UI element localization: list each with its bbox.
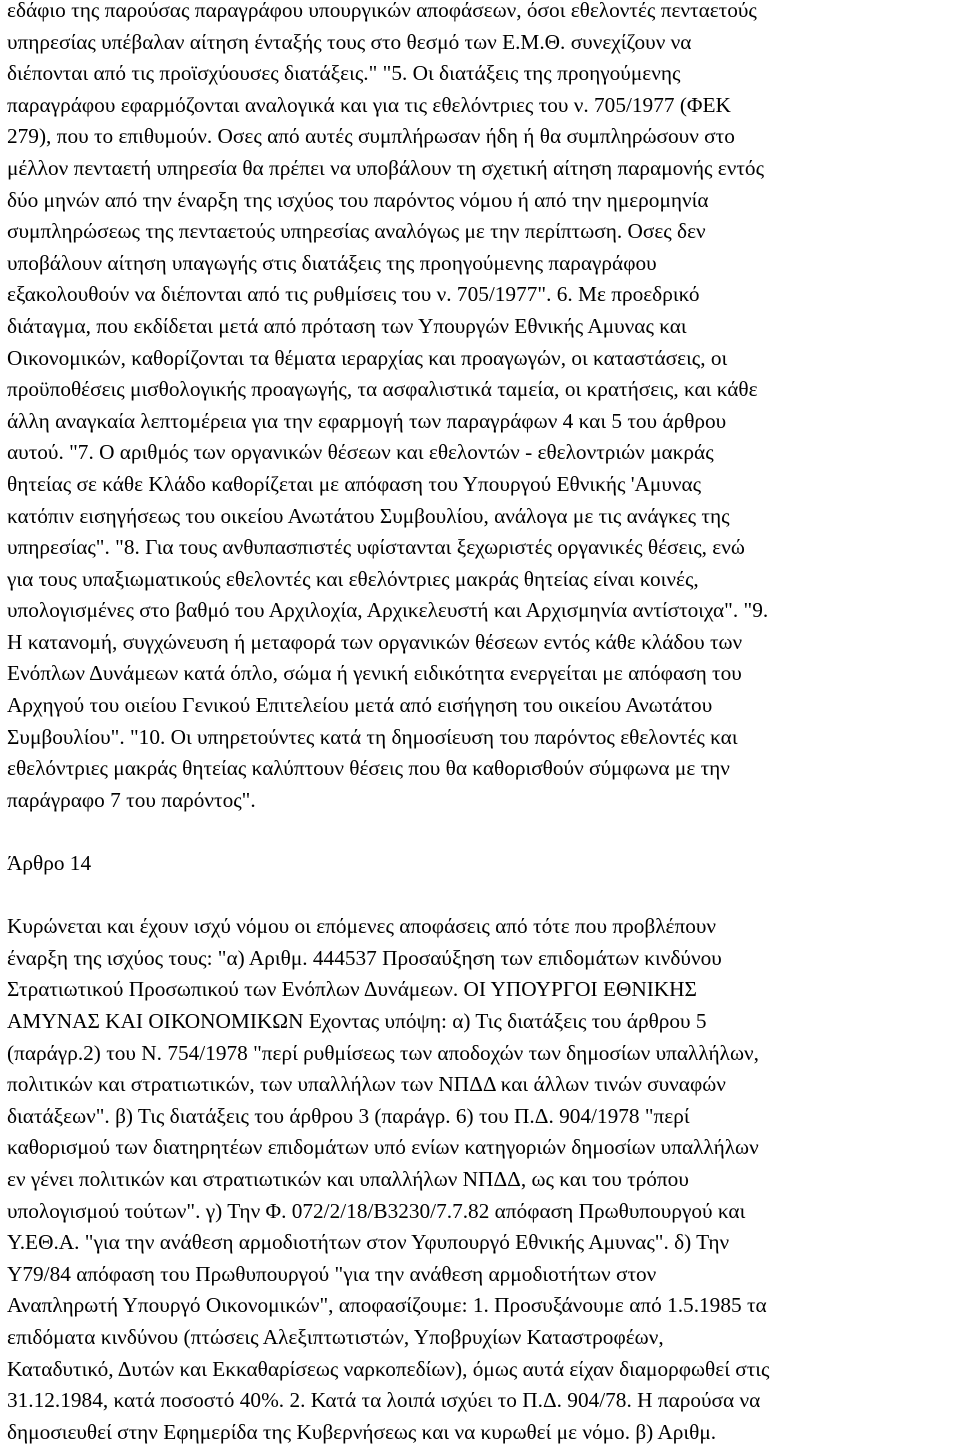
text-line: εθελόντριες μακράς θητείας καλύπτουν θέσεις που θα καθορισθούν σύμφωνα με την [7,756,730,781]
text-line: έναρξη της ισχύος τους: "α) Αριθμ. 444537 Προσαύξηση των επιδομάτων κινδύνου [7,945,722,970]
text-line: δύο μηνών από την έναρξη της ισχύος του παρόντος νόμου ή από την ημερομηνία [7,187,709,212]
text-line: Κυρώνεται και έχουν ισχύ νόμου οι επόμενες αποφάσεις από τότε που προβλέπουν [7,914,717,939]
text-line: διέπονται από τις προϊσχύουσες διατάξεις." "5. Οι διατάξεις της προηγούμενης [7,61,681,86]
article-heading [7,848,957,880]
text-line: παράγραφο 7 του παρόντος". [7,787,256,812]
text-line: 31.12.1984, κατά ποσοστό 40%. 2. Κατά τα λοιπά ισχύει το Π.Δ. 904/78. Η παρούσα να [7,1388,761,1413]
text-line: συμπληρώσεως της πενταετούς υπηρεσίας αναλόγως με την περίπτωση. Οσες δεν [7,219,706,244]
document-page [7,0,957,1448]
text-line: Υ79/84 απόφαση του Πρωθυπουργού "για την ανάθεση αρμοδιοτήτων στον [7,1261,657,1286]
text-line: Στρατιωτικού Προσωπικού των Ενόπλων Δυνάμεων. ΟΙ ΥΠΟΥΡΓΟΙ ΕΘΝΙΚΗΣ [7,977,697,1002]
paragraph-article-14 [7,911,957,1448]
text-line: 279), που το επιθυμούν. Οσες από αυτές συμπλήρωσαν ήδη ή θα συμπληρώσουν στο [7,124,735,149]
text-line: υπολογισμένες στο βαθμό του Αρχιλοχία, Αρχικελευστή και Αρχισμηνία αντίστοιχα". "9. [7,598,769,623]
text-line: Ενόπλων Δυνάμεων κατά όπλο, σώμα ή γενική ειδικότητα ενεργείται με απόφαση του [7,661,742,686]
text-line: παραγράφου εφαρμόζονται αναλογικά και για τις εθελόντριες του ν. 705/1977 (ΦΕΚ [7,92,731,117]
text-line: Υ.ΕΘ.Α. "για την ανάθεση αρμοδιοτήτων στον Υφυπουργό Εθνικής Αμυνας". δ) Την [7,1230,730,1255]
text-line: διατάξεων". β) Τις διατάξεις του άρθρου 3 (παράγρ. 6) του Π.Δ. 904/1978 "περί [7,1103,690,1128]
text-line: επιδόματα κινδύνου (πτώσεις Αλεξιπτωτιστών, Υποβρυχίων Καταστροφέων, [7,1324,664,1349]
paragraph-spacer [7,880,957,912]
paragraph-article-13-continuation [7,0,957,816]
text-line: αυτού. "7. Ο αριθμός των οργανικών θέσεων και εθελοντών - εθελοντριών μακράς [7,440,714,465]
text-line: Αναπληρωτή Υπουργό Οικονομικών", αποφασίζουμε: 1. Προσυξάνουμε από 1.5.1985 τα [7,1293,767,1318]
text-line: εξακολουθούν να διέπονται από τις ρυθμίσεις του ν. 705/1977". 6. Με προεδρικό [7,282,700,307]
text-line: υποβάλουν αίτηση υπαγωγής στις διατάξεις της προηγούμενης παραγράφου [7,250,657,275]
text-line: προϋποθέσεις μισθολογικής προαγωγής, τα ασφαλιστικά ταμεία, οι κρατήσεις, και κάθε [7,377,758,402]
text-line: δημοσιευθεί στην Εφημερίδα της Κυβερνήσεως και να κυρωθεί με νόμο. β) Αριθμ. [7,1419,717,1444]
text-line: Συμβουλίου". "10. Οι υπηρετούντες κατά τη δημοσίευση του παρόντος εθελοντές και [7,724,738,749]
text-line: εδάφιο της παρούσας παραγράφου υπουργικών αποφάσεων, όσοι εθελοντές πενταετούς [7,0,757,22]
text-line: καθορισμού των διατηρητέων επιδομάτων υπό ενίων κατηγοριών δημοσίων υπαλλήλων [7,1135,759,1160]
text-line: υπολογισμού τούτων". γ) Την Φ. 072/2/18/Β3230/7.7.82 απόφαση Πρωθυπουργού και [7,1198,746,1223]
text-line: υπηρεσίας". "8. Για τους ανθυπασπιστές υφίστανται ξεχωριστές οργανικές θέσεις, ενώ [7,535,745,560]
text-line: άλλη αναγκαία λεπτομέρεια για την εφαρμογή των παραγράφων 4 και 5 του άρθρου [7,408,727,433]
text-line: διάταγμα, που εκδίδεται μετά από πρόταση των Υπουργών Εθνικής Αμυνας και [7,313,687,338]
text-line: Αρχηγού του οιείου Γενικού Επιτελείου μετά από εισήγηση του οικείου Ανωτάτου [7,693,713,718]
text-line: πολιτικών και στρατιωτικών, των υπαλλήλων των ΝΠΔΔ και άλλων τινών συναφών [7,1072,726,1097]
text-line: μέλλον πενταετή υπηρεσία θα πρέπει να υποβάλουν τη σχετική αίτηση παραμονής εντός [7,155,764,180]
text-line: Καταδυτικό, Δυτών και Εκκαθαρίσεως ναρκοπεδίων), όμως αυτά είχαν διαμορφωθεί στις [7,1356,770,1381]
text-line: υπηρεσίας υπέβαλαν αίτηση ένταξής τους στο θεσμό των Ε.Μ.Θ. συνεχίζουν να [7,29,692,54]
text-line: Οικονομικών, καθορίζονται τα θέματα ιεραρχίας και προαγωγών, οι καταστάσεις, οι [7,345,728,370]
text-line: ΑΜΥΝΑΣ ΚΑΙ ΟΙΚΟΝΟΜΙΚΩΝ Εχοντας υπόψη: α) Τις διατάξεις του άρθρου 5 [7,1009,707,1033]
text-line: (παράγρ.2) του Ν. 754/1978 "περί ρυθμίσεως των αποδοχών των δημοσίων υπαλλήλων, [7,1040,759,1065]
text-line: κατόπιν εισηγήσεως του οικείου Ανωτάτου Συμβουλίου, ανάλογα με τις ανάγκες της [7,503,730,528]
text-line: Η κατανομή, συγχώνευση ή μεταφορά των οργανικών θέσεων εντός κάθε κλάδου των [7,629,743,654]
text-line: εν γένει πολιτικών και στρατιωτικών και υπαλλήλων ΝΠΔΔ, ως και του τρόπου [7,1166,689,1191]
text-line: για τους υπαξιωματικούς εθελοντές και εθελόντριες μακράς θητείας είναι κοινές, [7,566,699,591]
paragraph-spacer [7,816,957,848]
text-line: θητείας σε κάθε Κλάδο καθορίζεται με απόφαση του Υπουργού Εθνικής 'Αμυνας [7,471,702,496]
article-heading-text: Άρθρο 14 [7,851,92,876]
